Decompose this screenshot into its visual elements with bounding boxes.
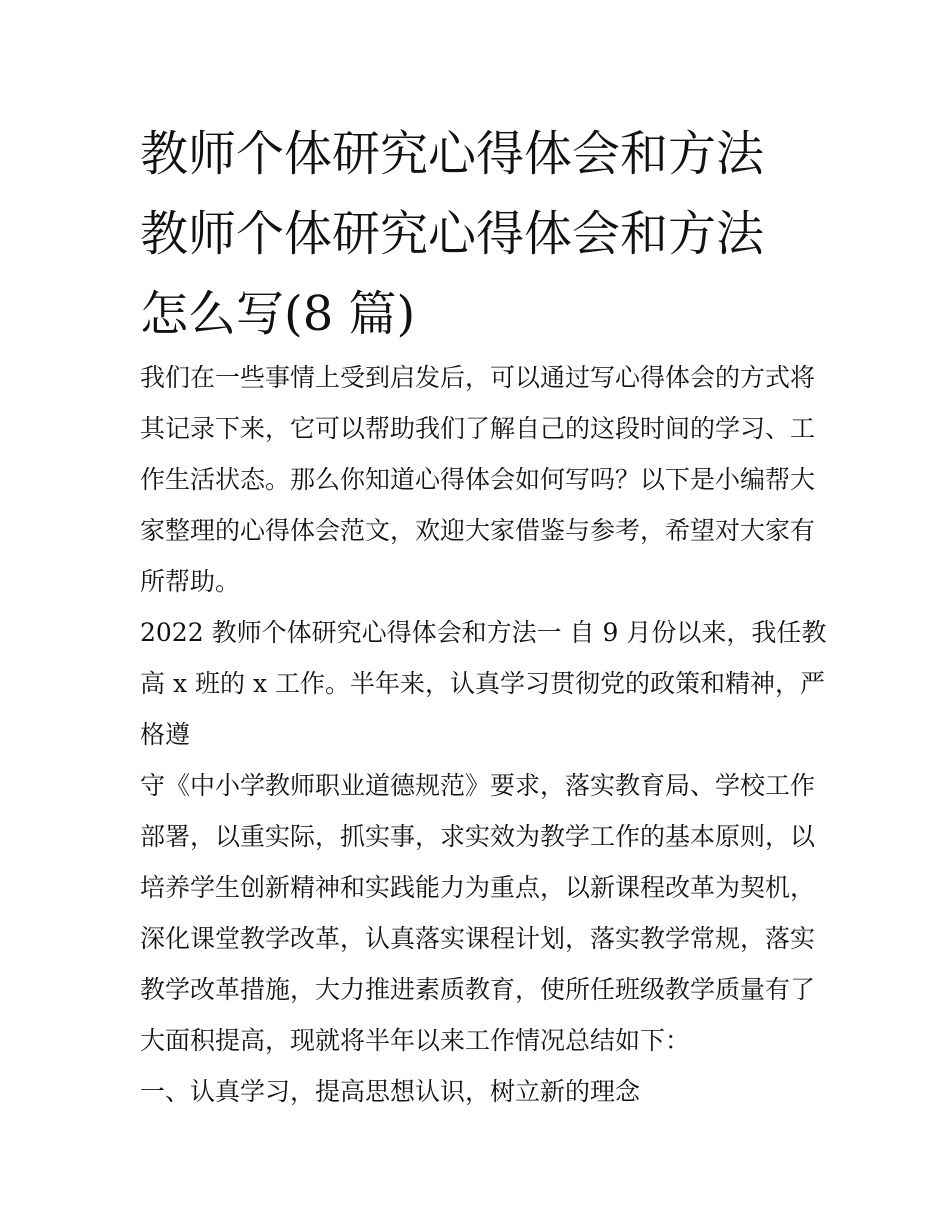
body-line: 其记录下来，它可以帮助我们了解自己的这段时间的学习、工 — [140, 414, 816, 443]
body-line: 作生活状态。那么你知道心得体会如何写吗？以下是小编帮大 — [140, 465, 816, 494]
body-line: 大面积提高，现就将半年以来工作情况总结如下： — [140, 1026, 691, 1055]
body-line: 格遵 — [140, 720, 191, 749]
title-line: 教师个体研究心得体会和方法 — [140, 206, 765, 262]
body-line: 深化课堂教学改革，认真落实课程计划，落实教学常规，落实 — [140, 924, 816, 953]
body-line: 所帮助。 — [140, 567, 241, 596]
body-line: 教学改革措施，大力推进素质教育，使所任班级教学质量有了 — [140, 975, 816, 1004]
title-line: 怎么写(8 篇) — [140, 286, 416, 342]
body-line: 培养学生创新精神和实践能力为重点，以新课程改革为契机， — [140, 873, 816, 902]
body-line: 家整理的心得体会范文，欢迎大家借鉴与参考，希望对大家有 — [140, 516, 816, 545]
body-line: 守《中小学教师职业道德规范》要求，落实教育局、学校工作 — [140, 771, 816, 800]
body-line: 我们在一些事情上受到启发后，可以通过写心得体会的方式将 — [140, 363, 816, 392]
body-line: 高 x 班的 x 工作。半年来，认真学习贯彻党的政策和精神，严 — [140, 669, 825, 698]
body-line: 部署，以重实际，抓实事，求实效为教学工作的基本原则，以 — [140, 822, 816, 851]
body-line: 2022 教师个体研究心得体会和方法一 自 9 月份以来，我任教 — [140, 618, 827, 647]
document-title — [140, 114, 820, 354]
document-body — [140, 352, 827, 1117]
title-line: 教师个体研究心得体会和方法 — [140, 126, 765, 182]
body-line: 一、认真学习，提高思想认识，树立新的理念 — [140, 1077, 641, 1106]
